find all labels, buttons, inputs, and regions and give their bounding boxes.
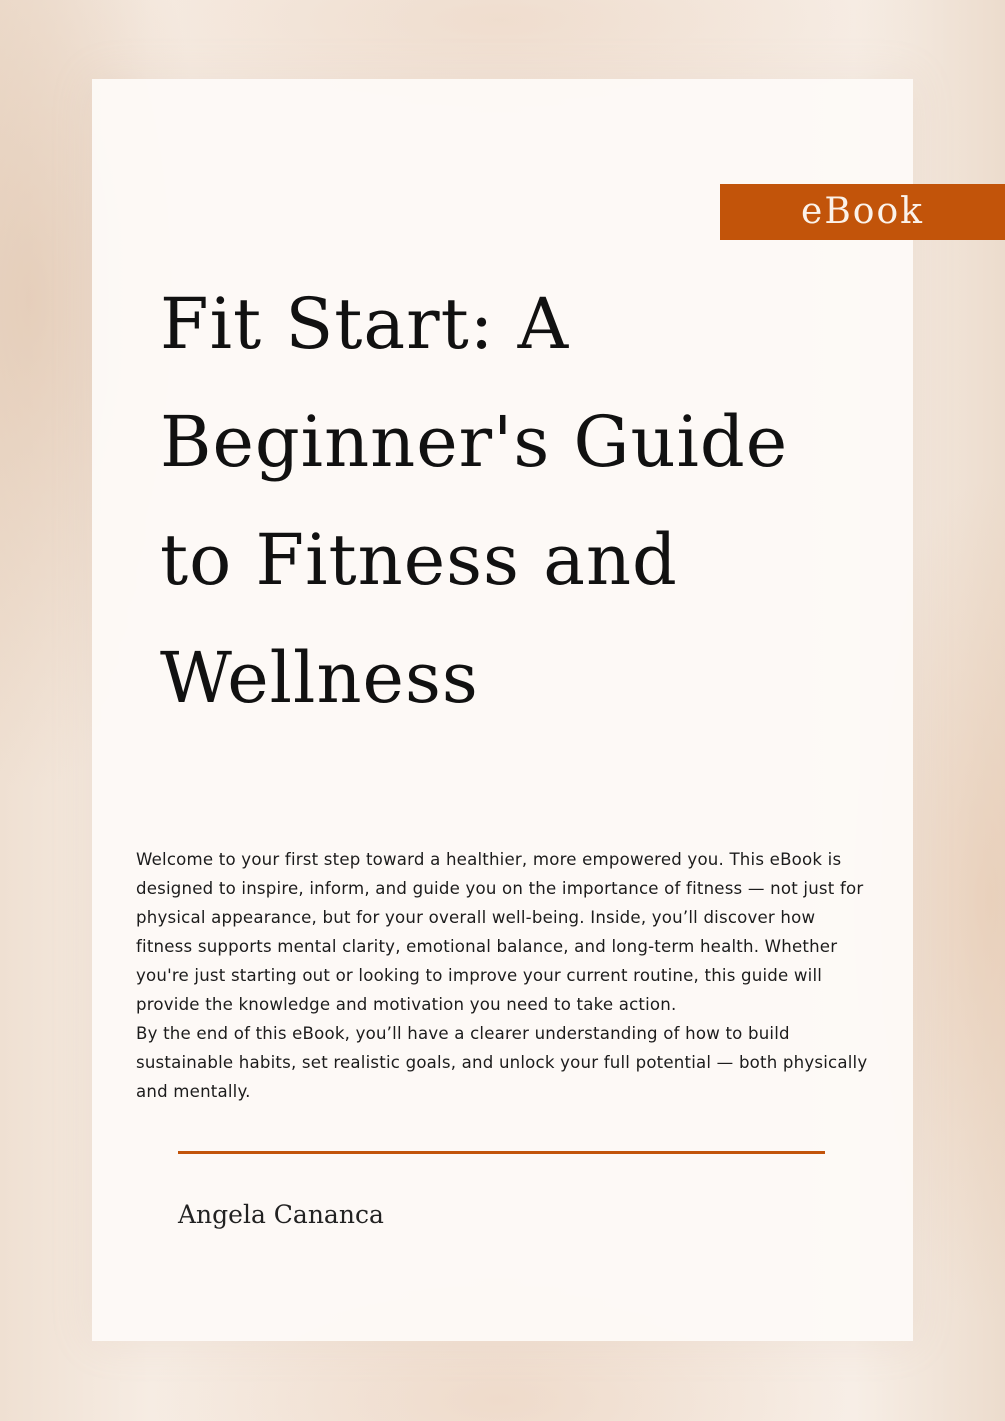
title-line-2: Beginner's Guide xyxy=(160,401,789,483)
title-line-4: Wellness xyxy=(160,637,479,719)
title-line-1: Fit Start: A xyxy=(160,283,570,365)
page-title xyxy=(160,265,890,737)
author-name: Angela Cananca xyxy=(178,1200,384,1229)
intro-text xyxy=(136,845,876,1106)
intro-paragraph-1: Welcome to your first step toward a healthier, more empowered you. This eBook is designed to inspire, inform, and guide you on the importance of fitness — not just for physical appearance, but for your overall well-being. Inside, you’ll discover how fitness supports mental clarity, emotional balance, and long-term health. Whether you're just starting out or looking to improve your current routine, this guide will provide the knowledge and motivation you need to take action. xyxy=(136,850,864,1014)
intro-paragraph-2: By the end of this eBook, you’ll have a clearer understanding of how to build sustainable habits, set realistic goals, and unlock your full potential — both physically and mentally. xyxy=(136,1024,868,1101)
title-line-3: to Fitness and xyxy=(160,519,678,601)
divider xyxy=(178,1151,825,1154)
ebook-badge: eBook xyxy=(720,184,1005,240)
